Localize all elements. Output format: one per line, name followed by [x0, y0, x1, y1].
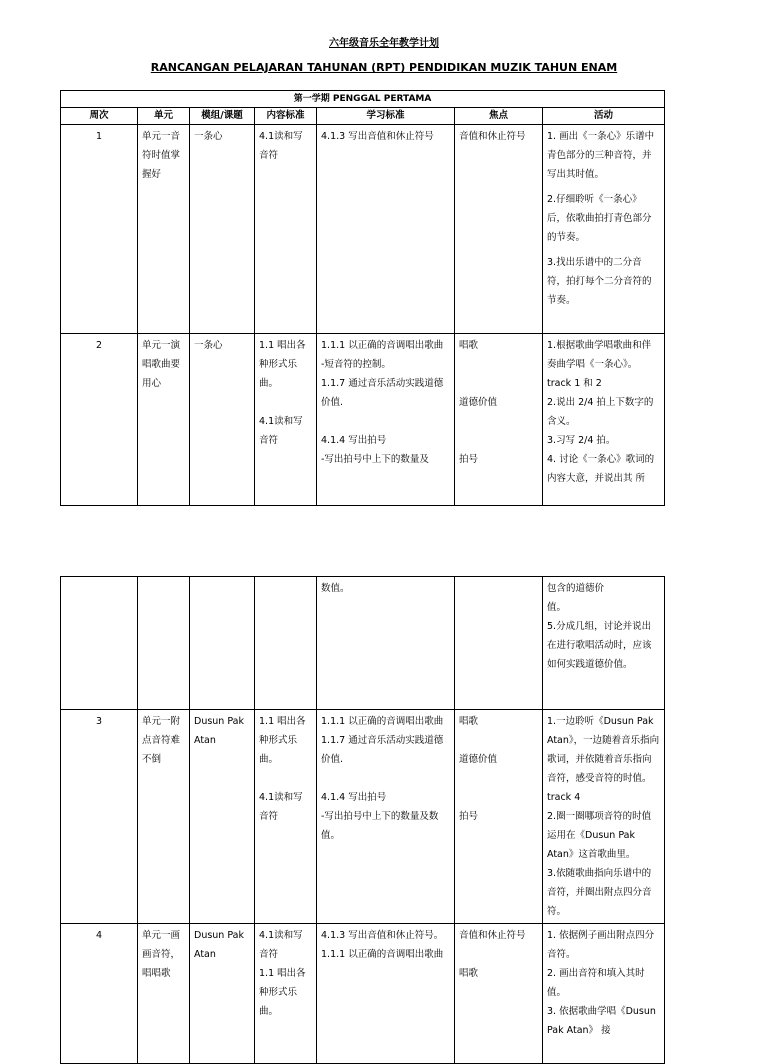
- activity-text: 1. 画出《一条心》乐谱中青色部分的三种音符，并写出其时值。: [547, 131, 655, 180]
- focus-text: 拍号: [459, 454, 479, 465]
- content-standard-text: 4.1读和写音符: [259, 930, 303, 960]
- focus-text: 音值和休止符号: [459, 131, 526, 142]
- unit-cell: 单元一画画音符，唱唱歌: [138, 924, 190, 1064]
- content-standard-text: 4.1读和写音符: [259, 131, 303, 161]
- learning-standard-text: -写出拍号中上下的数量及: [321, 454, 429, 465]
- week-cell: 1: [61, 125, 138, 334]
- focus-text: 音值和休止符号: [459, 930, 526, 941]
- activity-text: 2. 画出音符和填入其时值。: [547, 968, 645, 998]
- learning-standard-cell: [317, 125, 455, 334]
- learning-standard-text: 1.1.1 以正确的音调唱出歌曲: [321, 340, 444, 351]
- activity-text: 2.说出 2/4 拍上下数字的: [547, 397, 654, 408]
- focus-text: 道德价值: [459, 754, 498, 765]
- unit-cell: 单元一音符时值掌握好: [138, 125, 190, 334]
- week-cell: 3: [61, 710, 138, 924]
- activity-cell: [543, 125, 665, 334]
- col-header-learning-standard: 学习标准: [317, 108, 455, 125]
- column-header-row: [61, 108, 665, 125]
- unit-cell: 单元一附点音符难不倒: [138, 710, 190, 924]
- focus-text: 唱歌: [459, 968, 479, 979]
- content-standard-cell: [255, 577, 317, 710]
- learning-standard-cell: [317, 710, 455, 924]
- activity-text: 3.找出乐谱中的二分音符，拍打每个二分音符的节奏。: [547, 257, 652, 306]
- activity-text: 1. 依据例子画出附点四分音符。: [547, 930, 655, 960]
- activity-text: 3. 依据歌曲学唱《Dusun Pak Atan》 接: [547, 1006, 656, 1036]
- module-cell: 一条心: [190, 125, 255, 334]
- activity-text: 1.根据歌曲学唱歌曲和伴奏曲学唱《一条心》。track 1 和 2: [547, 340, 652, 389]
- module-cell: Dusun Pak Atan: [190, 924, 255, 1064]
- col-header-content-standard: 内容标准: [255, 108, 317, 125]
- activity-text: 3.依随歌曲指向乐谱中的音符，并圈出附点四分音符。: [547, 868, 652, 917]
- document-title-chinese: 六年级音乐全年教学计划: [329, 38, 439, 49]
- activity-cell: [543, 710, 665, 924]
- activity-text: 1.一边聆听《Dusun Pak Atan》，一边随着音乐指向歌词，并依随着音乐指向音符，感受音符的时值。track 4: [547, 716, 660, 803]
- content-standard-cell: [255, 924, 317, 1064]
- week-cell: [61, 577, 138, 710]
- term-header-row: [61, 91, 665, 108]
- learning-standard-text: 4.1.3 写出音值和休止符号: [321, 131, 434, 142]
- activity-text: 包含的道德价: [547, 583, 605, 594]
- table-row: [61, 577, 665, 710]
- week-cell: 4: [61, 924, 138, 1064]
- focus-cell: [455, 924, 543, 1064]
- content-standard-text: 1.1 唱出各种形式乐曲。: [259, 968, 306, 1017]
- content-standard-text: 4.1读和写音符: [259, 792, 303, 822]
- learning-standard-text: 1.1.1 以正确的音调唱出歌曲: [321, 716, 444, 727]
- learning-standard-text: 4.1.4 写出拍号: [321, 792, 387, 803]
- learning-standard-text: 数值。: [321, 583, 350, 594]
- activity-text: 5.分成几组，讨论并说出在进行歌唱活动时，应该如何实践道德价值。: [547, 621, 652, 670]
- activity-cell: [543, 334, 665, 506]
- learning-standard-cell: [317, 334, 455, 506]
- activity-text: 2.圈一圈哪项音符的时值运用在《Dusun Pak Atan》这首歌曲里。: [547, 811, 652, 860]
- unit-cell: 单元一演唱歌曲要用心: [138, 334, 190, 506]
- learning-standard-text: -短音符的控制。: [321, 359, 391, 370]
- activity-text: 4. 讨论《一条心》歌词的内容大意，并说出其 所: [547, 454, 655, 484]
- content-standard-text: 1.1 唱出各种形式乐曲。: [259, 340, 306, 389]
- activity-cell: [543, 577, 665, 710]
- focus-text: 道德价值: [459, 397, 498, 408]
- activity-text: 值。: [547, 602, 567, 613]
- content-standard-cell: [255, 334, 317, 506]
- col-header-week: 周次: [61, 108, 138, 125]
- col-header-focus: 焦点: [455, 108, 543, 125]
- unit-cell: [138, 577, 190, 710]
- focus-text: 拍号: [459, 811, 479, 822]
- document-title-malay: RANCANGAN PELAJARAN TAHUNAN (RPT) PENDIDIKAN MUZIK TAHUN ENAM: [150, 61, 618, 74]
- learning-standard-text: -写出拍号中上下的数量及数值。: [321, 811, 439, 841]
- content-standard-cell: [255, 710, 317, 924]
- learning-standard-cell: [317, 577, 455, 710]
- focus-cell: [455, 577, 543, 710]
- table-row: [61, 924, 665, 1064]
- activity-cell: [543, 924, 665, 1064]
- focus-cell: [455, 710, 543, 924]
- week-cell: 2: [61, 334, 138, 506]
- content-standard-cell: [255, 125, 317, 334]
- term-label: 第一学期 PENGGAL PERTAMA: [61, 91, 665, 108]
- table-row: [61, 125, 665, 334]
- module-cell: 一条心: [190, 334, 255, 506]
- activity-text: 含义。: [547, 416, 576, 427]
- learning-standard-text: 1.1.7 通过音乐活动实践道德价值.: [321, 378, 444, 408]
- learning-standard-text: 4.1.3 写出音值和休止符号。: [321, 930, 444, 941]
- learning-standard-cell: [317, 924, 455, 1064]
- focus-cell: [455, 334, 543, 506]
- activity-text: 3.习写 2/4 拍。: [547, 435, 616, 446]
- lesson-plan-table-2: [60, 576, 665, 1064]
- focus-text: 唱歌: [459, 716, 479, 727]
- module-cell: [190, 577, 255, 710]
- focus-cell: [455, 125, 543, 334]
- table-row: [61, 334, 665, 506]
- module-cell: Dusun Pak Atan: [190, 710, 255, 924]
- activity-text: 2.仔细聆听《一条心》后，依歌曲拍打青色部分的节奏。: [547, 194, 652, 243]
- learning-standard-text: 1.1.7 通过音乐活动实践道德价值.: [321, 735, 444, 765]
- focus-text: 唱歌: [459, 340, 479, 351]
- learning-standard-text: 4.1.4 写出拍号: [321, 435, 387, 446]
- content-standard-text: 1.1 唱出各种形式乐曲。: [259, 716, 306, 765]
- col-header-unit: 单元: [138, 108, 190, 125]
- col-header-activity: 活动: [543, 108, 665, 125]
- learning-standard-text: 1.1.1 以正确的音调唱出歌曲: [321, 949, 444, 960]
- lesson-plan-table-1: [60, 90, 665, 506]
- content-standard-text: 4.1读和写音符: [259, 416, 303, 446]
- table-row: [61, 710, 665, 924]
- col-header-module: 模组/课题: [190, 108, 255, 125]
